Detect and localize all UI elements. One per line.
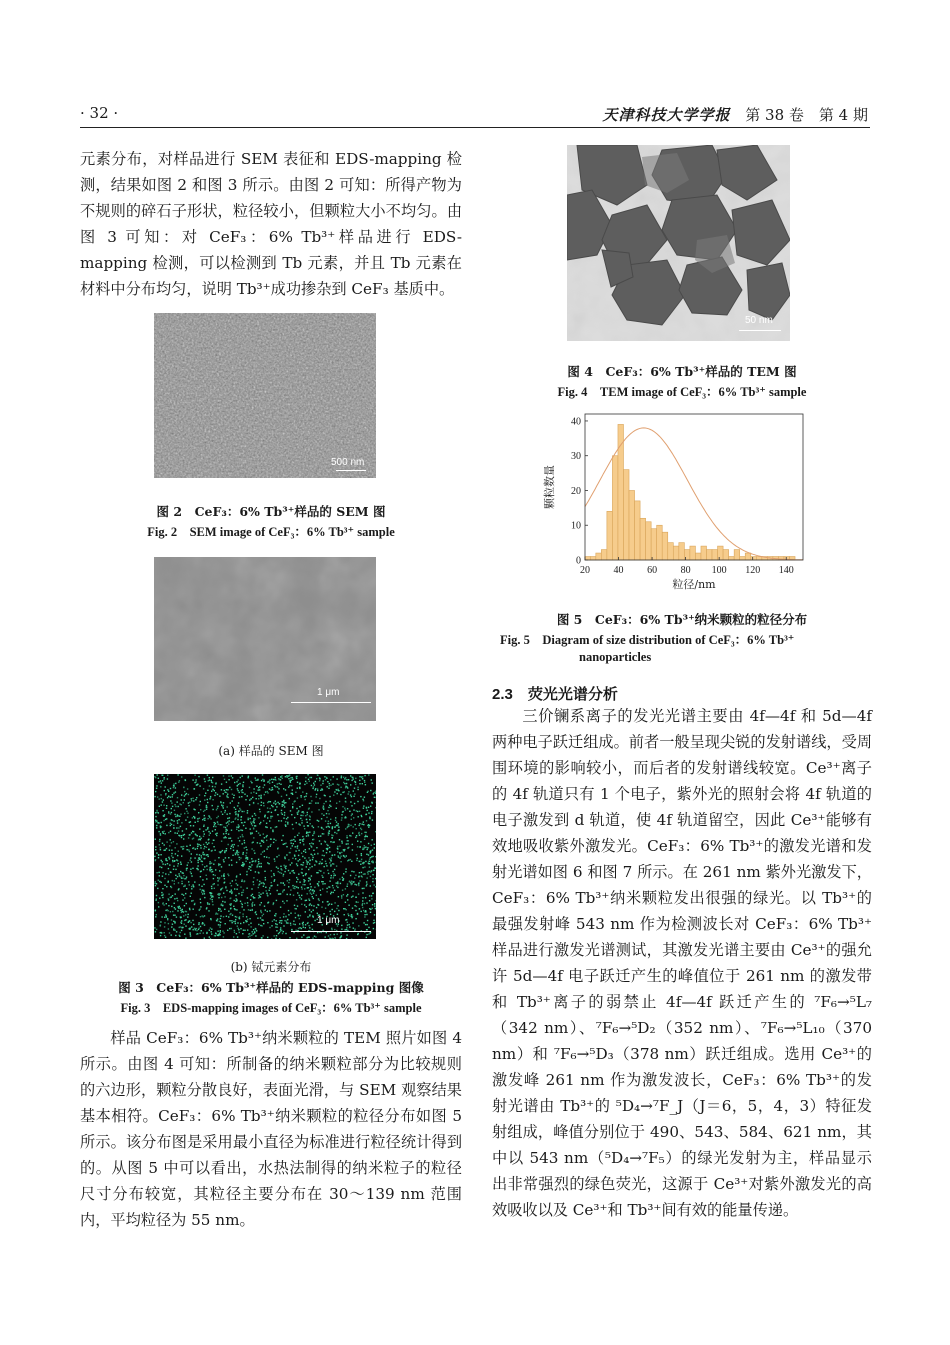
histogram-bar — [740, 557, 746, 560]
histogram-bar — [706, 550, 712, 560]
fig5-caption-cn: 图 5 CeF₃：6% Tb³⁺纳米颗粒的粒径分布 — [556, 612, 808, 627]
histogram-bar — [756, 557, 762, 560]
histogram-bar — [695, 553, 701, 560]
fig4-tem-image — [567, 145, 790, 341]
running-header — [602, 104, 868, 125]
x-tick-label: 20 — [580, 565, 590, 576]
page-number: · 32 · — [80, 104, 119, 122]
x-tick-label: 140 — [778, 565, 794, 576]
x-tick-label: 80 — [680, 565, 691, 576]
y-tick-label: 30 — [571, 451, 581, 463]
y-tick-label: 0 — [576, 555, 581, 567]
histogram-bar — [718, 546, 724, 560]
histogram-bar — [596, 553, 602, 560]
x-tick-label: 60 — [647, 565, 658, 576]
fig5-caption-en-line2: nanoparticles — [579, 650, 652, 664]
histogram-bar — [607, 511, 613, 560]
histogram-bar — [723, 550, 729, 560]
histogram-bar — [751, 557, 757, 560]
histogram-bar — [585, 557, 591, 560]
fig3b-label: (b) 铽元素分布 — [230, 960, 312, 974]
fig2-caption-cn: 图 2 CeF₃：6% Tb³⁺样品的 SEM 图 — [156, 504, 386, 519]
x-tick-label: 120 — [745, 565, 761, 576]
y-tick-label: 20 — [571, 485, 581, 497]
histogram-bar — [601, 550, 607, 560]
journal-name: 天津科技大学学报 — [602, 106, 731, 124]
histogram-bar — [646, 522, 652, 560]
histogram-bar — [629, 490, 635, 560]
fig5-caption-en-line1: Fig. 5 Diagram of size distribution of CeF₃：6% Tb³⁺ — [500, 633, 795, 647]
fig3a-scale-bar — [291, 702, 371, 703]
histogram-bar — [640, 518, 646, 560]
fig3b-scale-bar — [291, 931, 371, 932]
fig4-scale-label: 50 nm — [745, 315, 773, 326]
histogram-bar — [590, 557, 596, 560]
histogram-bar — [712, 550, 718, 560]
histogram-bar — [623, 470, 629, 560]
y-tick-label: 40 — [571, 416, 581, 428]
fig2-scale-label: 500 nm — [331, 457, 365, 468]
histogram-bar — [662, 532, 668, 560]
fig3b-scale-label: 1 μm — [317, 915, 340, 926]
fig3a-scale-label: 1 μm — [317, 687, 340, 698]
fig2-scale-bar — [336, 470, 366, 471]
x-axis-label: 粒径/nm — [672, 578, 716, 591]
fig2-caption-en: Fig. 2 SEM image of CeF₃：6% Tb³⁺ sample — [147, 525, 395, 539]
fig3a-label: (a) 样品的 SEM 图 — [218, 744, 324, 758]
histogram-bar — [684, 550, 690, 560]
histogram-bar — [690, 546, 696, 560]
fig3b-tb-mapping-image — [154, 774, 376, 939]
right-paragraph: 三价镧系离子的发光光谱主要由 4f—4f 和 5d—4f 两种电子跃迁组成。前者一般呈现尖锐的发射谱线，受周围环境的影响较小，而后者的发射谱线较宽。Ce³⁺离子的 4f 轨道只有 1 个电子，紫外光的照射会将 4f 轨道的电子激发到 d 轨道，使 4f 轨道留空，因此 Ce³⁺能够有效地吸收紫外激发光。CeF₃：6% Tb³⁺的激发光谱和发射光谱如图 6 和图 7 所示。在 261 nm 紫外光激发下，CeF₃：6% Tb³⁺纳米颗粒发出很强的绿光。以 Tb³⁺的最强发射峰 543 nm 作为检测波长对 CeF₃：6% Tb³⁺样品进行激发光谱测试，其激发光谱主要由 Ce³⁺的强允许 5d—4f 电子跃迁产生的峰值位于 261 nm 的激发带和 Tb³⁺离子的弱禁止 4f—4f 跃迁产生的 ⁷F₆→⁵L₇（342 nm）、⁷F₆→⁵D₂（352 nm）、⁷F₆→⁵L₁₀（370 nm）和 ⁷F₆→⁵D₃（378 nm）跃迁组成。选用 Ce³⁺的激发峰 261 nm 作为激发波长，CeF₃：6% Tb³⁺的发射光谱由 Tb³⁺的 ⁵D₄→⁷F_J（J＝6，5，4，3）特征发射组成，峰值分别位于 490、543、584、621 nm，其中以 543 nm（⁵D₄→⁷F₅）的绿光发射为主，样品显示出非常强烈的绿色荧光，这源于 Ce³⁺对紫外激发光的高效吸收以及 Ce³⁺和 Tb³⁺间有效的能量传递。 — [492, 707, 872, 1219]
y-axis-label: 颗粒数量 — [543, 465, 556, 509]
histogram-bar — [673, 546, 679, 560]
fig3-caption-cn: 图 3 CeF₃：6% Tb³⁺样品的 EDS-mapping 图像 — [118, 980, 424, 995]
volume-issue: 第 38 卷 第 4 期 — [745, 106, 868, 124]
histogram-bar — [745, 553, 751, 560]
histogram-bar — [651, 529, 657, 560]
fig3a-sem-image — [154, 557, 376, 721]
histogram-bar — [734, 550, 740, 560]
fig3-caption-en: Fig. 3 EDS-mapping images of CeF₃：6% Tb³⁺ sample — [120, 1001, 422, 1015]
header-rule — [80, 127, 870, 128]
fig4-scale-bar — [739, 330, 781, 331]
histogram-bar — [701, 546, 707, 560]
histogram-bar — [635, 501, 641, 560]
histogram-bar — [679, 543, 685, 560]
x-tick-label: 100 — [711, 565, 727, 576]
x-tick-label: 40 — [613, 565, 624, 576]
histogram-bar — [729, 557, 735, 560]
fig4-caption-en: Fig. 4 TEM image of CeF₃：6% Tb³⁺ sample — [557, 385, 807, 399]
y-tick-label: 10 — [571, 520, 581, 532]
fig4-caption-cn: 图 4 CeF₃：6% Tb³⁺样品的 TEM 图 — [567, 364, 797, 379]
left-paragraph-1: 元素分布，对样品进行 SEM 表征和 EDS-mapping 检测，结果如图 2 和图 3 所示。由图 2 可知：所得产物为不规则的碎石子形状，粒径较小，但颗粒大小不均匀。由图 3 可知：对 CeF₃：6% Tb³⁺样品进行 EDS-mapping 检测，可以检测到 Tb 元素，并且 Tb 元素在材料中分布均匀，说明 Tb³⁺成功掺杂到 CeF₃ 基质中。 — [80, 150, 462, 298]
histogram-bar — [657, 525, 663, 560]
section-title: 2.3 荧光光谱分析 — [492, 686, 618, 703]
left-paragraph-2: 样品 CeF₃：6% Tb³⁺纳米颗粒的 TEM 照片如图 4 所示。由图 4 可知：所制备的纳米颗粒部分为比较规则的六边形，颗粒分散良好，表面光滑，与 SEM 观察结果基本相符。CeF₃：6% Tb³⁺纳米颗粒的粒径分布如图 5 所示。该分布图是采用最小直径为标准进行粒径统计得到的。从图 5 中可以看出，水热法制得的纳米粒子的粒径尺寸分布较宽，其粒径主要分布在 30～139 nm 范围内，平均粒径为 55 nm。 — [80, 1029, 462, 1229]
histogram-bar — [668, 543, 674, 560]
fig5-histogram — [520, 408, 820, 608]
fig2-sem-image — [154, 313, 376, 478]
histogram-bar — [612, 456, 618, 560]
